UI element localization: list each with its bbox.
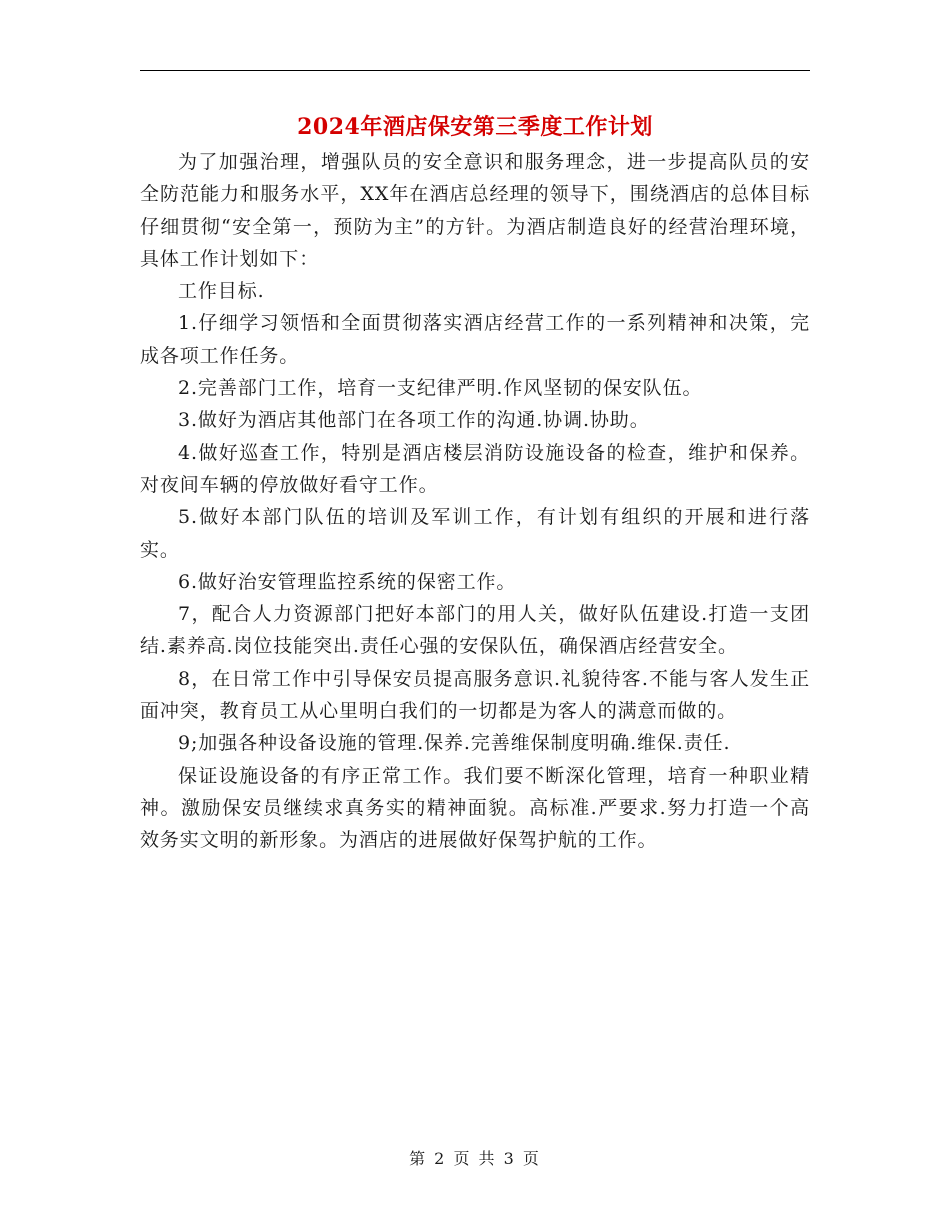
intro-paragraph: 为了加强治理，增强队员的安全意识和服务理念，进一步提高队员的安全防范能力和服务水平，XX年在酒店总经理的领导下，围绕酒店的总体目标仔细贯彻“安全第一，预防为主”的方针。为酒店制造良好的经营治理环境，具体工作计划如下： (140, 151, 810, 270)
goal-item-5: 5.做好本部门队伍的培训及军训工作，有计划有组织的开展和进行落实。 (140, 506, 810, 561)
goal-item-9: 9;加强各种设备设施的管理.保养.完善维保制度明确.维保.责任. (178, 732, 731, 755)
goals-heading: 工作目标. (178, 280, 265, 303)
goal-item-3: 3.做好为酒店其他部门在各项工作的沟通.协调.协助。 (178, 409, 650, 432)
goal-item-4: 4.做好巡查工作，特别是酒店楼层消防设施设备的检查，维护和保养。对夜间车辆的停放做好看守工作。 (140, 441, 810, 496)
goal-item-1: 1.仔细学习领悟和全面贯彻落实酒店经营工作的一系列精神和决策，完成各项工作任务。 (140, 312, 810, 367)
goal-item-7: 7，配合人力资源部门把好本部门的用人关，做好队伍建设.打造一支团结.素养高.岗位技能突出.责任心强的安保队伍，确保酒店经营安全。 (140, 603, 810, 658)
page-number: 第 2 页 共 3 页 (409, 1149, 541, 1168)
goal-item-6: 6.做好治安管理监控系统的保密工作。 (178, 570, 517, 593)
document-body (140, 146, 810, 857)
document-title: 2024年酒店保安第三季度工作计划 (297, 114, 653, 140)
goal-item-8: 8，在日常工作中引导保安员提高服务意识.礼貌待客.不能与客人发生正面冲突，教育员工从心里明白我们的一切都是为客人的满意而做的。 (140, 667, 810, 723)
goal-item-2: 2.完善部门工作，培育一支纪律严明.作风坚韧的保安队伍。 (178, 377, 703, 400)
header-rule (140, 70, 810, 71)
closing-paragraph: 保证设施设备的有序正常工作。我们要不断深化管理，培育一种职业精神。激励保安员继续求真务实的精神面貌。高标准.严要求.努力打造一个高效务实文明的新形象。为酒店的进展做好保驾护航的工作。 (140, 764, 810, 852)
